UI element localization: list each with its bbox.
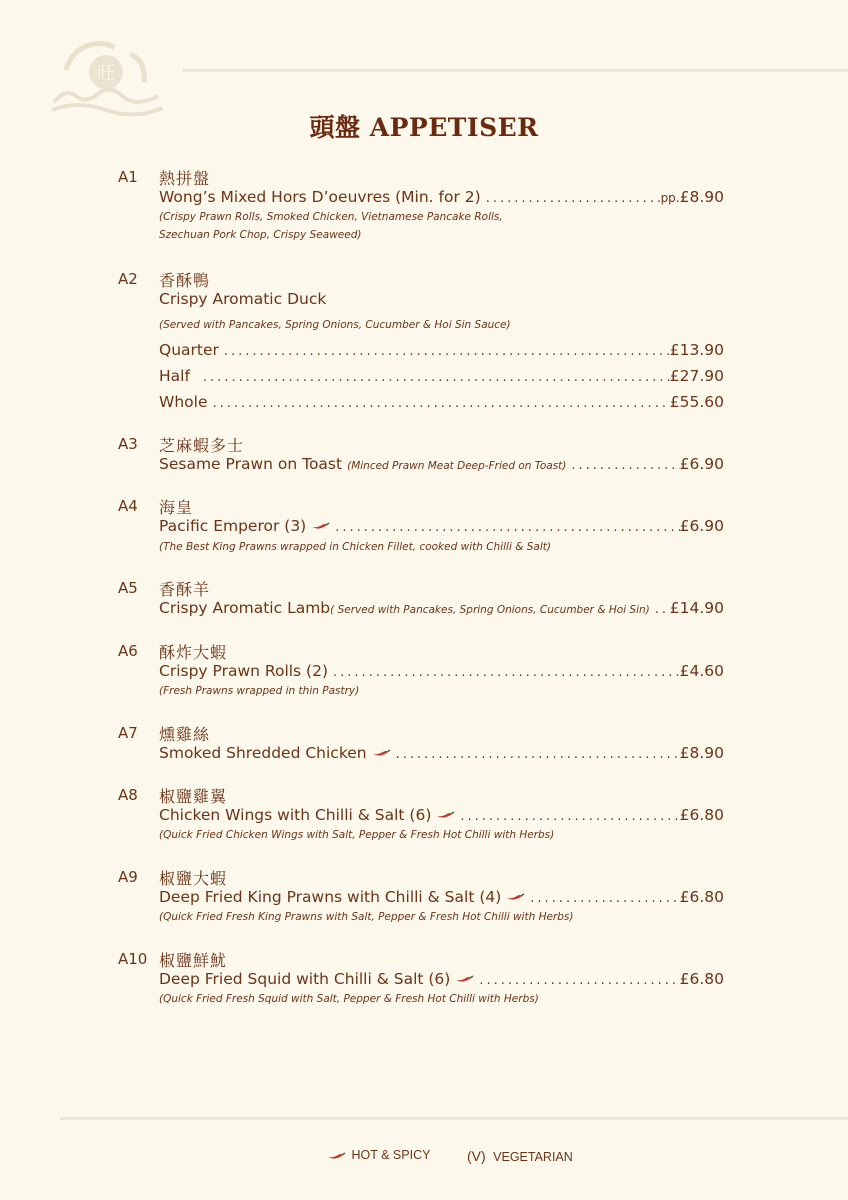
item-chinese-name: 酥炸大蝦 [159, 643, 228, 662]
chilli-icon [505, 892, 525, 902]
legend-hot-spicy [326, 1148, 430, 1162]
item-name: Pacific Emperor (3) [159, 517, 307, 535]
item-description: (Crispy Prawn Rolls, Smoked Chicken, Vietnamese Pancake Rolls, [159, 211, 503, 223]
menu-item-a5 [159, 599, 724, 617]
item-code: A7 [118, 724, 138, 742]
item-name: Chicken Wings with Chilli & Salt (6) [159, 806, 432, 824]
dot-leader [391, 747, 680, 762]
dot-leader [455, 809, 679, 824]
item-chinese-name: 椒鹽鮮魷 [159, 951, 228, 970]
item-name: Smoked Shredded Chicken [159, 744, 367, 762]
item-price: £8.90 [679, 188, 724, 206]
item-price: £6.90 [679, 517, 724, 535]
menu-item-a7 [159, 744, 724, 762]
dot-leader [219, 344, 670, 359]
portion-price: £13.90 [669, 341, 724, 359]
bottom-divider [60, 1117, 848, 1120]
chilli-icon [454, 974, 474, 984]
dot-leader [525, 891, 679, 906]
page-title: 頭盤 APPETISER [309, 113, 539, 142]
item-price: £4.60 [679, 662, 724, 680]
item-name: Sesame Prawn on Toast [159, 455, 343, 473]
menu-item-a4 [159, 517, 724, 535]
menu-item-a8 [159, 806, 724, 824]
item-price: £8.90 [679, 744, 724, 762]
price-prefix: pp. [660, 191, 680, 205]
item-code: A3 [118, 435, 138, 453]
item-chinese-name: 椒鹽雞翼 [159, 787, 228, 806]
item-name: Crispy Aromatic Duck [159, 290, 327, 308]
menu-item-a2 [159, 290, 724, 308]
item-code: A9 [118, 868, 138, 886]
item-code: A2 [118, 270, 138, 288]
item-description: (Quick Fried Chicken Wings with Salt, Pepper & Fresh Hot Chilli with Herbs) [159, 829, 555, 841]
legend-hot-label: HOT & SPICY [351, 1148, 431, 1162]
item-chinese-name: 海皇 [159, 498, 194, 517]
item-description: (The Best King Prawns wrapped in Chicken Fillet, cooked with Chilli & Salt) [159, 541, 551, 553]
legend-veg-label: VEGETARIAN [493, 1150, 573, 1164]
item-chinese-name: 椒鹽大蝦 [159, 869, 228, 888]
item-code: A6 [118, 642, 138, 660]
menu-item-a6 [159, 662, 724, 680]
vegetarian-symbol: (V) [467, 1148, 486, 1164]
item-code: A4 [118, 497, 138, 515]
item-price: £6.80 [679, 888, 724, 906]
portion-label: Whole [159, 393, 208, 411]
dot-leader [474, 973, 679, 988]
portion-price: £55.60 [669, 393, 724, 411]
item-description: (Minced Prawn Meat Deep-Fried on Toast) [347, 460, 567, 472]
menu-item-a1 [159, 188, 724, 206]
item-price: £6.90 [679, 455, 724, 473]
dot-leader [198, 370, 670, 385]
item-price: £14.90 [669, 599, 724, 617]
item-chinese-name: 燻雞絲 [159, 725, 211, 744]
chilli-icon [326, 1151, 346, 1161]
item-description-cont: Szechuan Pork Chop, Crispy Seaweed) [159, 229, 362, 241]
item-chinese-name: 香酥羊 [159, 580, 211, 599]
dot-leader [566, 458, 679, 473]
item-chinese-name: 熱拼盤 [159, 169, 211, 188]
menu-item-a10 [159, 970, 724, 988]
item-description: (Quick Fried Fresh King Prawns with Salt, Pepper & Fresh Hot Chilli with Herbs) [159, 911, 574, 923]
portion-option [159, 393, 724, 411]
item-code: A5 [118, 579, 138, 597]
item-name: Crispy Aromatic Lamb [159, 599, 331, 617]
legend-vegetarian [467, 1148, 573, 1164]
item-description: (Fresh Prawns wrapped in thin Pastry) [159, 685, 360, 697]
chilli-icon [310, 521, 330, 531]
top-divider [183, 69, 848, 72]
dot-leader [207, 396, 669, 411]
chilli-icon [371, 748, 391, 758]
item-price: £6.80 [679, 970, 724, 988]
item-price: £6.80 [679, 806, 724, 824]
menu-item-a3 [159, 455, 724, 473]
item-chinese-name: 芝麻蝦多士 [159, 436, 245, 455]
dot-leader [650, 602, 670, 617]
item-chinese-name: 香酥鴨 [159, 271, 211, 290]
item-code: A8 [118, 786, 138, 804]
item-code: A10 [118, 950, 148, 968]
item-code: A1 [118, 168, 138, 186]
item-name: Deep Fried Squid with Chilli & Salt (6) [159, 970, 451, 988]
portion-option [159, 367, 724, 385]
item-name: Deep Fried King Prawns with Chilli & Salt (4) [159, 888, 502, 906]
portion-label: Half [159, 367, 190, 385]
item-description: ( Served with Pancakes, Spring Onions, Cucumber & Hoi Sin) [330, 604, 650, 616]
item-name: Wong’s Mixed Hors D’oeuvres (Min. for 2) [159, 188, 481, 206]
dot-leader [328, 665, 680, 680]
item-name: Crispy Prawn Rolls (2) [159, 662, 329, 680]
menu-item-a9 [159, 888, 724, 906]
portion-price: £27.90 [669, 367, 724, 385]
item-description: (Quick Fried Fresh Squid with Salt, Pepper & Fresh Hot Chilli with Herbs) [159, 993, 539, 1005]
dot-leader [481, 191, 661, 206]
portion-option [159, 341, 724, 359]
item-description: (Served with Pancakes, Spring Onions, Cucumber & Hoi Sin Sauce) [159, 319, 511, 331]
logo-glyph: 旺 [97, 63, 115, 84]
portion-label: Quarter [159, 341, 219, 359]
dot-leader [330, 520, 679, 535]
restaurant-logo [46, 30, 166, 116]
chilli-icon [435, 810, 455, 820]
